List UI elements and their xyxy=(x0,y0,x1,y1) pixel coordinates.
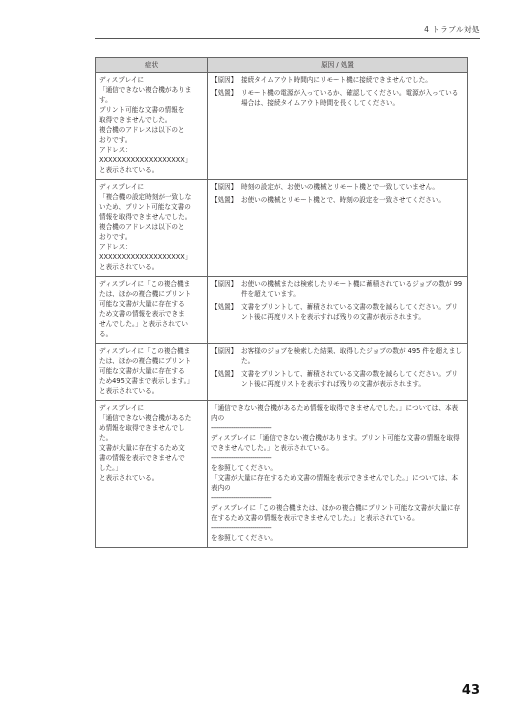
action-text: お使いの機械とリモート機とで、時刻の設定を一致させてください。 xyxy=(241,196,446,204)
action-entry xyxy=(211,88,464,108)
symptom-cell: ディスプレイに「この複合機ま たは、ほかの複合機にプリント 可能な文書が大量に存在する ため495文書まで表示します。」 と表示されている。 xyxy=(96,344,208,401)
action-label: 【処置】 xyxy=(211,89,238,97)
separator-line: -------------------------------- xyxy=(211,524,272,532)
cause-action-cell xyxy=(208,180,468,277)
action-text: 文書をプリントして、蓄積されている文書の数を減らしてください。プリント後に再度リストを表示すれば残りの文書が表示されます。 xyxy=(241,370,458,388)
reference-text: 「文書が大量に存在するため文書の情報を表示できませんでした。」については、本表内の xyxy=(211,474,459,492)
column-header-symptom: 症状 xyxy=(96,58,208,73)
reference-cell xyxy=(208,401,468,548)
page-number: 43 xyxy=(461,683,480,698)
cause-entry xyxy=(211,279,464,299)
action-label: 【処置】 xyxy=(211,303,238,311)
header-rule xyxy=(95,38,480,39)
action-label: 【処置】 xyxy=(211,370,238,378)
table-row xyxy=(96,344,468,401)
cause-entry xyxy=(211,346,464,366)
table-row xyxy=(96,401,468,548)
table-row xyxy=(96,73,468,180)
action-label: 【処置】 xyxy=(211,196,238,204)
reference-text: を参照してください。 xyxy=(211,534,277,542)
cause-action-cell xyxy=(208,277,468,344)
table-row xyxy=(96,180,468,277)
action-text: リモート機の電源が入っているか、確認してください。電源が入っている場合は、接続タイムアウト時間を長くしてください。 xyxy=(241,89,459,107)
cause-label: 【原因】 xyxy=(211,76,238,84)
action-entry xyxy=(211,302,464,322)
cause-text: お使いの機械または検索したリモート機に蓄積されているジョブの数が 99 件を超えています。 xyxy=(241,280,463,298)
reference-text: を参照してください。 xyxy=(211,464,277,472)
reference-text: 「通信できない複合機があるため情報を取得できませんでした。」については、本表内の xyxy=(211,404,459,422)
referenced-symptom: ディスプレイに「この複合機または、ほかの複合機にプリント可能な文書が大量に存在するため文書の情報を表示できませんでした。」と表示されている。 xyxy=(211,504,461,522)
action-entry xyxy=(211,195,464,205)
cause-entry xyxy=(211,75,464,85)
action-text: 文書をプリントして、蓄積されている文書の数を減らしてください。プリント後に再度リストを表示すれば残りの文書が表示されます。 xyxy=(241,303,458,321)
cause-label: 【原因】 xyxy=(211,183,238,191)
separator-line: -------------------------------- xyxy=(211,454,272,462)
symptom-cell: ディスプレイに 「通信できない複合機があるた め情報を取得できませんでし た。 文書が大量に存在するため文 書の情報を表示できませんで した。」 と表示されている。 xyxy=(96,401,208,548)
column-header-cause-action: 原因 / 処置 xyxy=(208,58,468,73)
troubleshooting-table xyxy=(95,57,468,548)
table-row xyxy=(96,277,468,344)
table-header-row xyxy=(96,58,468,73)
cause-text: お客様のジョブを検索した結果、取得したジョブの数が 495 件を超えました。 xyxy=(241,347,462,365)
action-entry xyxy=(211,369,464,389)
cause-label: 【原因】 xyxy=(211,280,238,288)
cause-action-cell xyxy=(208,73,468,180)
cause-entry xyxy=(211,182,464,192)
referenced-symptom: ディスプレイに「通信できない複合機があります。プリント可能な文書の情報を取得できませんでした。」と表示されている。 xyxy=(211,434,460,452)
separator-line: -------------------------------- xyxy=(211,424,272,432)
symptom-cell: ディスプレイに「この複合機ま たは、ほかの複合機にプリント 可能な文書が大量に存在する ため文書の情報を表示できま せんでした。」と表示されてい る。 xyxy=(96,277,208,344)
cause-text: 時刻の設定が、お使いの機械とリモート機とで一致していません。 xyxy=(241,183,439,191)
cause-text: 接続タイムアウト時間内にリモート機に接続できませんでした。 xyxy=(241,76,432,84)
separator-line: -------------------------------- xyxy=(211,494,272,502)
symptom-cell: ディスプレイに 「複合機の設定時刻が一致しな いため、プリント可能な文書の 情報を取得できませんでした。 複合機のアドレスは以下のと おりです。 アドレス： XXXXXXXXXXXXXXXXXXX」 と表示されている。 xyxy=(96,180,208,277)
symptom-cell: ディスプレイに 「通信できない複合機がありま す。 プリント可能な文書の情報を 取得できませんでした。 複合機のアドレスは以下のと おりです。 アドレス： XXXXXXXXXXXXXXXXXXX」 と表示されている。 xyxy=(96,73,208,180)
cause-label: 【原因】 xyxy=(211,347,238,355)
running-head: 4 トラブル対処 xyxy=(424,25,480,34)
cause-action-cell xyxy=(208,344,468,401)
